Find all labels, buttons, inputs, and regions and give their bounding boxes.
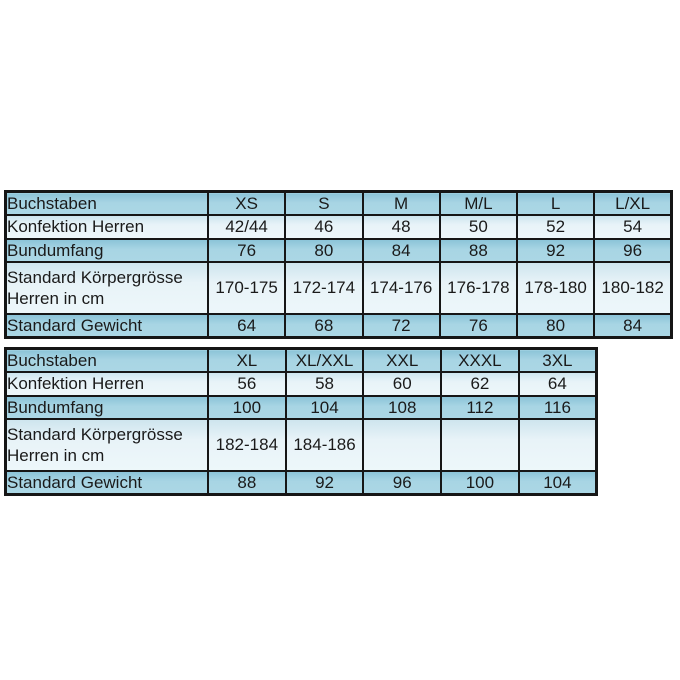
row-label: Standard Körpergrösse Herren in cm	[6, 419, 209, 471]
table-cell: 174-176	[363, 262, 440, 314]
table-cell: 180-182	[594, 262, 671, 314]
table-cell: 170-175	[208, 262, 285, 314]
row-label: Konfektion Herren	[6, 215, 209, 238]
table-cell: 42/44	[208, 215, 285, 238]
table-cell: 84	[594, 314, 671, 338]
row-label: Konfektion Herren	[6, 372, 209, 395]
table-cell: 62	[441, 372, 519, 395]
table-row	[6, 471, 597, 495]
row-label: Bundumfang	[6, 396, 209, 419]
table-cell: 88	[440, 239, 517, 262]
table-cell: 48	[363, 215, 440, 238]
table-cell: 112	[441, 396, 519, 419]
table-cell: XL/XXL	[286, 349, 364, 373]
table-cell: 100	[441, 471, 519, 495]
table-row	[6, 396, 597, 419]
table-cell: 96	[594, 239, 671, 262]
table-cell: XS	[208, 192, 285, 216]
table-row	[6, 349, 597, 373]
table-cell: 76	[440, 314, 517, 338]
table-cell: L/XL	[594, 192, 671, 216]
table-cell: 84	[363, 239, 440, 262]
table-cell: 64	[519, 372, 597, 395]
table-row	[6, 239, 672, 262]
table-cell: 116	[519, 396, 597, 419]
table-cell: 54	[594, 215, 671, 238]
table-cell: 176-178	[440, 262, 517, 314]
table-cell: 56	[208, 372, 286, 395]
table-cell: 52	[517, 215, 594, 238]
size-chart-table-1	[4, 190, 673, 339]
table-cell: 76	[208, 239, 285, 262]
table-row	[6, 314, 672, 338]
table-cell: 172-174	[285, 262, 362, 314]
table-cell: S	[285, 192, 362, 216]
table-cell: 80	[517, 314, 594, 338]
table-row	[6, 372, 597, 395]
table-cell: 3XL	[519, 349, 597, 373]
table-row	[6, 192, 672, 216]
table-cell: 46	[285, 215, 362, 238]
table-cell: 104	[519, 471, 597, 495]
row-label: Standard Gewicht	[6, 471, 209, 495]
table-cell: 100	[208, 396, 286, 419]
table-cell: XL	[208, 349, 286, 373]
table-cell: 96	[363, 471, 441, 495]
table-cell: 50	[440, 215, 517, 238]
table-cell: 92	[517, 239, 594, 262]
table-cell	[519, 419, 597, 471]
table-cell: 72	[363, 314, 440, 338]
table-row	[6, 262, 672, 314]
table-cell: 80	[285, 239, 362, 262]
table-cell: 104	[286, 396, 364, 419]
row-label: Standard Körpergrösse Herren in cm	[6, 262, 209, 314]
table-cell: L	[517, 192, 594, 216]
table-cell: 68	[285, 314, 362, 338]
table-cell	[441, 419, 519, 471]
table-cell: 60	[363, 372, 441, 395]
table-cell: 92	[286, 471, 364, 495]
table-cell: 58	[286, 372, 364, 395]
table-cell: M/L	[440, 192, 517, 216]
table-row	[6, 419, 597, 471]
table-cell: XXXL	[441, 349, 519, 373]
row-label: Standard Gewicht	[6, 314, 209, 338]
row-label: Buchstaben	[6, 349, 209, 373]
table-cell: M	[363, 192, 440, 216]
table-cell: 108	[363, 396, 441, 419]
table-cell: 64	[208, 314, 285, 338]
table-cell	[363, 419, 441, 471]
table-cell: 184-186	[286, 419, 364, 471]
size-chart-table-2	[4, 347, 598, 496]
table-cell: 178-180	[517, 262, 594, 314]
table-cell: 88	[208, 471, 286, 495]
table-cell: 182-184	[208, 419, 286, 471]
row-label: Buchstaben	[6, 192, 209, 216]
table-row	[6, 215, 672, 238]
table-cell: XXL	[363, 349, 441, 373]
row-label: Bundumfang	[6, 239, 209, 262]
